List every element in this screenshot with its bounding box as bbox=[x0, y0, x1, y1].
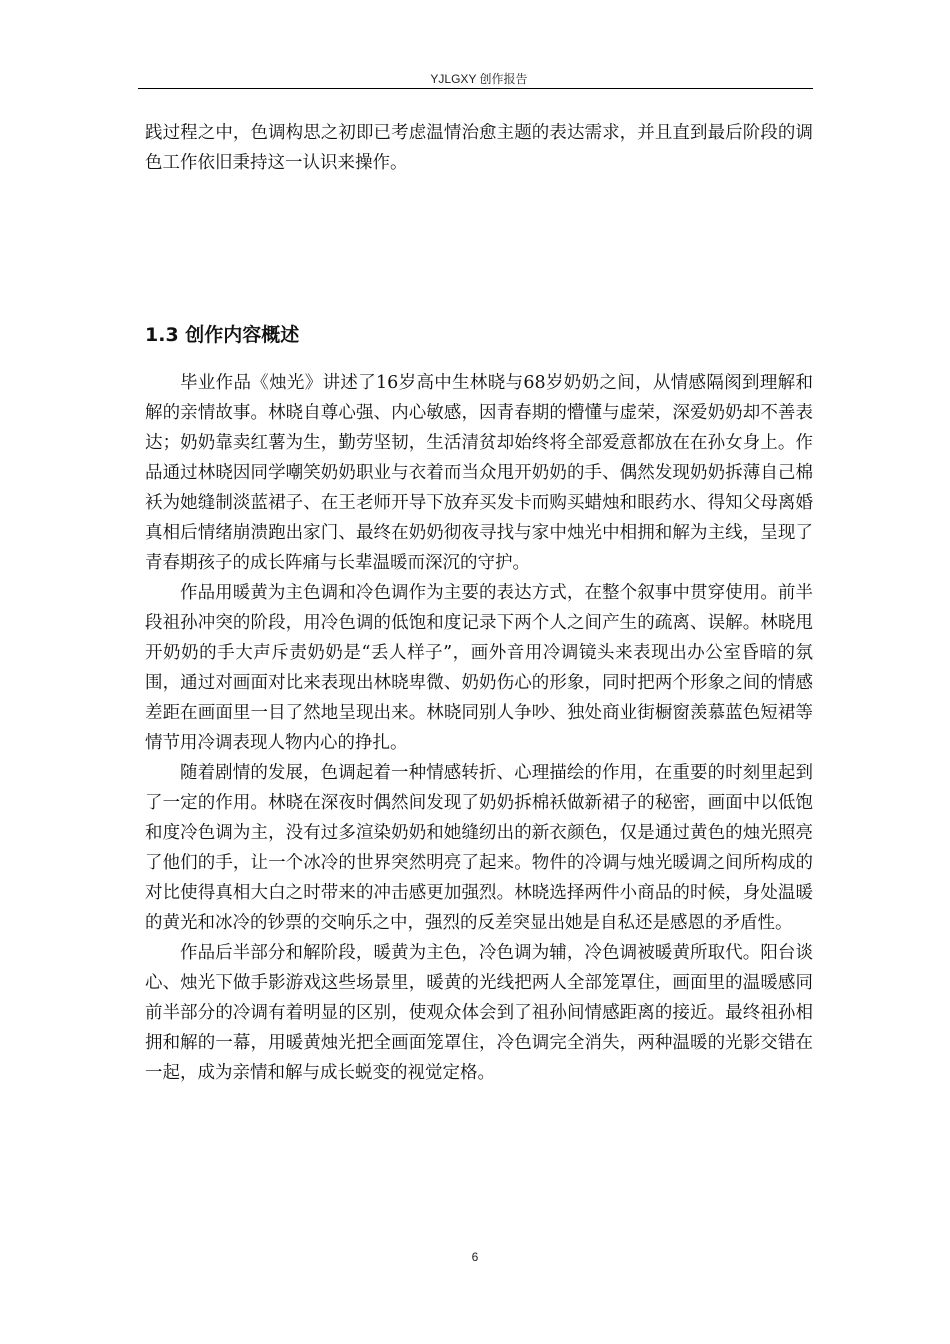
body-paragraph-2: 作品用暖黄为主色调和冷色调作为主要的表达方式，在整个叙事中贯穿使用。前半段祖孙冲突的阶段，用冷色调的低饱和度记录下两个人之间产生的疏离、误解。林晓甩开奶奶的手大声斥责奶奶是“丢人样子”，画外音用冷调镜头来表现出办公室昏暗的氛围，通过对画面对比来表现出林晓卑微、奶奶伤心的形象，同时把两个形象之间的情感差距在画面里一目了然地呈现出来。林晓同别人争吵、独处商业街橱窗羡慕蓝色短裙等情节用冷调表现人物内心的挣扎。 bbox=[145, 583, 813, 753]
section-heading: 1.3 创作内容概述 bbox=[145, 324, 300, 346]
header-divider bbox=[138, 88, 813, 89]
body-paragraph-1: 毕业作品《烛光》讲述了16岁高中生林晓与68岁奶奶之间，从情感隔阂到理解和解的亲情故事。林晓自尊心强、内心敏感，因青春期的懵懂与虚荣，深爱奶奶却不善表达；奶奶靠卖红薯为生，勤劳坚韧，生活清贫却始终将全部爱意都放在在孙女身上。作品通过林晓因同学嘲笑奶奶职业与衣着而当众甩开奶奶的手、偶然发现奶奶拆薄自己棉袄为她缝制淡蓝裙子、在王老师开导下放弃买发卡而购买蜡烛和眼药水、得知父母离婚真相后情绪崩溃跑出家门、最终在奶奶彻夜寻找与家中烛光中相拥和解为主线，呈现了青春期孩子的成长阵痛与长辈温暖而深沉的守护。 bbox=[145, 373, 813, 573]
running-header: YJLGXY 创作报告 bbox=[430, 72, 528, 86]
intro-paragraph: 践过程之中，色调构思之初即已考虑温情治愈主题的表达需求，并且直到最后阶段的调色工作依旧秉持这一认识来操作。 bbox=[145, 123, 813, 173]
page-body bbox=[145, 118, 813, 1088]
page-number: 6 bbox=[471, 1250, 479, 1264]
body-paragraph-4: 作品后半部分和解阶段，暖黄为主色，冷色调为辅，冷色调被暖黄所取代。阳台谈心、烛光下做手影游戏这些场景里，暖黄的光线把两人全部笼罩住，画面里的温暖感同前半部分的冷调有着明显的区别，使观众体会到了祖孙间情感距离的接近。最终祖孙相拥和解的一幕，用暖黄烛光把全画面笼罩住，冷色调完全消失，两种温暖的光影交错在一起，成为亲情和解与成长蜕变的视觉定格。 bbox=[145, 943, 813, 1083]
section-spacer bbox=[145, 178, 813, 320]
heading-spacer bbox=[145, 350, 813, 368]
body-paragraph-3: 随着剧情的发展，色调起着一种情感转折、心理描绘的作用，在重要的时刻里起到了一定的作用。林晓在深夜时偶然间发现了奶奶拆棉袄做新裙子的秘密，画面中以低饱和度冷色调为主，没有过多渲染奶奶和她缝纫出的新衣颜色，仅是通过黄色的烛光照亮了他们的手，让一个冰冷的世界突然明亮了起来。物件的冷调与烛光暖调之间所构成的对比使得真相大白之时带来的冲击感更加强烈。林晓选择两件小商品的时候，身处温暖的黄光和冰冷的钞票的交响乐之中，强烈的反差突显出她是自私还是感恩的矛盾性。 bbox=[145, 763, 813, 933]
